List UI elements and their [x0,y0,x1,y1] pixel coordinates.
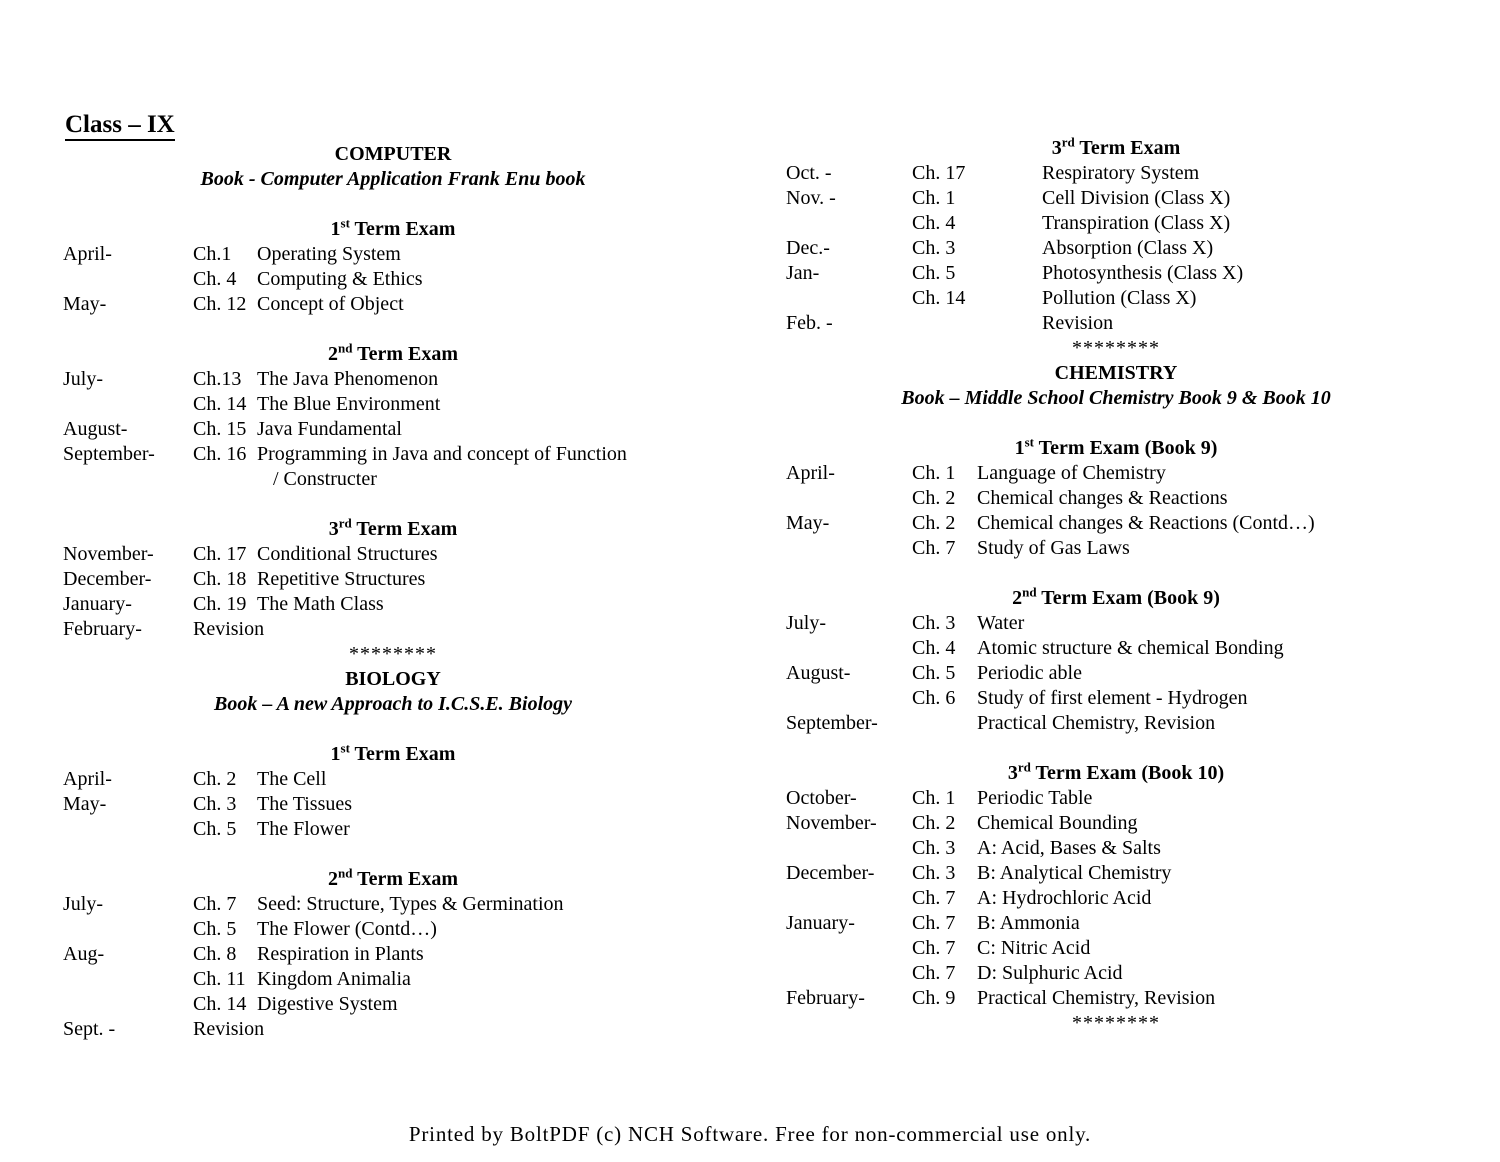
month-label: August- [63,418,128,440]
schedule-row [786,211,1446,236]
chapter-number: Ch. 15 [193,418,247,440]
chapter-title: Revision [1042,312,1114,334]
month-label: Aug- [63,943,105,965]
month-label [786,686,912,711]
term-header-label: Term Exam (Book 9) [1034,437,1218,459]
term-header-label: Term Exam (Book 9) [1036,587,1220,609]
schedule-row [786,961,1446,986]
schedule-row [786,711,1446,736]
schedule-row [786,161,1446,186]
month-label: Feb. - [786,312,833,334]
schedule-row [786,636,1446,661]
chapter-number: Ch.1 [193,243,232,265]
section-separator: ******** [349,643,437,665]
term-exam-header [63,342,723,367]
chapter-title: Chemical changes & Reactions [977,487,1228,509]
schedule-row [786,986,1446,1011]
chapter-number: Ch. 2 [193,768,237,790]
chapter-title: Operating System [257,243,401,265]
chapter-number: Ch. 5 [912,662,956,684]
chapter-number: Revision [193,1018,265,1040]
chapter-title: Java Fundamental [257,418,402,440]
subject-title: CHEMISTRY [1054,362,1178,384]
subject-book-line: Book - Computer Application Frank Enu book [200,168,586,190]
chapter-number: Ch. 11 [193,968,246,990]
schedule-row [786,311,1446,336]
schedule-row [786,536,1446,561]
term-exam-header [786,436,1446,461]
schedule-row [63,442,723,467]
chapter-number: Ch. 1 [912,787,956,809]
month-label [63,967,193,992]
month-label: February- [63,618,142,640]
chapter-title: Cell Division (Class X) [1042,187,1231,209]
term-number: 3 [1051,137,1062,159]
month-label: Nov. - [786,187,836,209]
schedule-row [63,267,723,292]
chapter-title: The Flower [257,818,350,840]
chapter-number: Ch. 14 [912,287,966,309]
chapter-title: Conditional Structures [257,543,438,565]
month-label [63,917,193,942]
watermark-footer: Printed by BoltPDF (c) NCH Software. Free for non-commercial use only. [408,1122,1092,1146]
schedule-row [63,542,723,567]
month-label: April- [786,462,835,484]
month-label: November- [786,812,877,834]
chapter-number: Ch. 3 [912,612,956,634]
schedule-row [786,861,1446,886]
term-header-label: Term Exam [352,868,459,890]
term-header-label: Term Exam [352,343,459,365]
chapter-number: Ch. 1 [912,187,956,209]
schedule-row [786,511,1446,536]
month-label: Sept. - [63,1018,116,1040]
term-exam-header [786,136,1446,161]
month-label [786,211,912,236]
chapter-number [193,467,257,492]
term-ordinal-suffix: st [340,215,350,231]
term-ordinal-suffix: nd [1022,584,1037,600]
schedule-row [786,686,1446,711]
term-exam-header [63,517,723,542]
chapter-number: Ch. 7 [912,537,956,559]
chapter-title [257,1017,723,1042]
chapter-number: Ch. 7 [912,887,956,909]
chapter-number: Ch. 4 [193,268,237,290]
month-label [63,992,193,1017]
month-label [63,817,193,842]
term-ordinal-suffix: st [340,740,350,756]
term-exam-header [63,867,723,892]
chapter-number: Ch. 17 [912,162,966,184]
chapter-title: Respiratory System [1042,162,1200,184]
schedule-row [786,886,1446,911]
chapter-title: Pollution (Class X) [1042,287,1197,309]
term-header-label: Term Exam [1074,137,1181,159]
chapter-title: Repetitive Structures [257,568,426,590]
schedule-row [786,186,1446,211]
term-number: 2 [1012,587,1023,609]
chapter-title: Computing & Ethics [257,268,423,290]
term-ordinal-suffix: rd [338,515,352,531]
schedule-row [63,992,723,1017]
term-ordinal-suffix: rd [1061,134,1075,150]
month-label: February- [786,987,865,1009]
schedule-row [63,292,723,317]
chapter-title: Practical Chemistry, Revision [977,712,1216,734]
chapter-number [912,711,977,736]
chapter-title: A: Hydrochloric Acid [977,887,1152,909]
subject-title: COMPUTER [334,143,452,165]
chapter-title: Transpiration (Class X) [1042,212,1231,234]
schedule-row [63,417,723,442]
chapter-number: Ch. 7 [912,937,956,959]
chapter-title: Programming in Java and concept of Function [257,443,627,465]
term-number: 2 [327,343,338,365]
month-label [786,961,912,986]
month-label [63,392,193,417]
schedule-row [786,286,1446,311]
month-label [786,536,912,561]
chapter-number: Ch.13 [193,368,242,390]
schedule-row [786,461,1446,486]
chapter-title: Digestive System [257,993,398,1015]
month-label [786,486,912,511]
chapter-number: Ch. 14 [193,993,247,1015]
chapter-title: Periodic able [977,662,1082,684]
month-label: September- [786,712,878,734]
chapter-title: Practical Chemistry, Revision [977,987,1216,1009]
month-label: November- [63,543,154,565]
month-label: July- [63,893,103,915]
month-label [786,636,912,661]
term-number: 1 [330,743,341,765]
term-header-label: Term Exam [351,518,458,540]
chapter-title: The Math Class [257,593,384,615]
schedule-row [63,467,723,492]
schedule-row [786,261,1446,286]
chapter-number: Ch. 1 [912,462,956,484]
schedule-row [786,911,1446,936]
chapter-number: Ch. 9 [912,987,956,1009]
term-ordinal-suffix: nd [337,340,353,356]
chapter-title: Language of Chemistry [977,462,1166,484]
chapter-title [257,617,723,642]
schedule-row [786,486,1446,511]
chapter-number: Ch. 3 [912,837,956,859]
chapter-number: Ch. 3 [193,793,237,815]
section-separator: ******** [1072,337,1160,359]
subject-book-line: Book – Middle School Chemistry Book 9 & Book 10 [901,387,1331,409]
month-label [786,936,912,961]
month-label: April- [63,768,112,790]
term-number: 2 [327,868,338,890]
month-label: Dec.- [786,237,830,259]
chapter-title: Seed: Structure, Types & Germination [257,893,564,915]
chapter-number: Ch. 6 [912,687,956,709]
chapter-title: D: Sulphuric Acid [977,962,1123,984]
term-header-label: Term Exam (Book 10) [1030,762,1225,784]
term-exam-header [786,586,1446,611]
month-label: May- [786,512,830,534]
chapter-title: Concept of Object [257,293,404,315]
month-label: April- [63,243,112,265]
schedule-row [786,811,1446,836]
term-ordinal-suffix: nd [337,865,353,881]
term-header-label: Term Exam [349,743,456,765]
chapter-title: Chemical changes & Reactions (Contd…) [977,512,1315,534]
month-label [786,286,912,311]
chapter-number: Ch. 7 [912,962,956,984]
chapter-number: Ch. 18 [193,568,247,590]
term-header-label: Term Exam [349,218,456,240]
month-label: August- [786,662,851,684]
month-label: July- [63,368,103,390]
chapter-title: The Tissues [257,793,353,815]
chapter-number: Ch. 3 [912,862,956,884]
chapter-title: Respiration in Plants [257,943,424,965]
chapter-number: Revision [193,618,265,640]
chapter-title: Chemical Bounding [977,812,1138,834]
chapter-number: Ch. 7 [912,912,956,934]
column-right [786,136,1446,1036]
schedule-row [63,942,723,967]
schedule-row [63,967,723,992]
chapter-number [912,311,1042,336]
month-label: May- [63,293,107,315]
term-exam-header [786,761,1446,786]
month-label [786,836,912,861]
schedule-row [786,836,1446,861]
schedule-row [63,1017,723,1042]
chapter-title: Study of Gas Laws [977,537,1130,559]
chapter-number: Ch. 4 [912,637,956,659]
chapter-number: Ch. 16 [193,443,247,465]
schedule-row [786,786,1446,811]
chapter-title: Periodic Table [977,787,1093,809]
term-ordinal-suffix: st [1024,434,1035,450]
subject-title: BIOLOGY [345,668,441,690]
month-label: October- [786,787,857,809]
chapter-title: The Flower (Contd…) [257,918,437,940]
chapter-title: Study of first element - Hydrogen [977,687,1248,709]
schedule-row [63,392,723,417]
chapter-number: Ch. 2 [912,512,956,534]
chapter-title: B: Ammonia [977,912,1080,934]
chapter-number: Ch. 17 [193,543,247,565]
schedule-row [786,236,1446,261]
schedule-row [63,592,723,617]
chapter-title: Absorption (Class X) [1042,237,1214,259]
chapter-title: The Blue Environment [257,393,441,415]
page-title: Class – IX [65,112,175,141]
chapter-title: Atomic structure & chemical Bonding [977,637,1284,659]
schedule-row [63,767,723,792]
schedule-row [63,617,723,642]
chapter-title: / Constructer [273,468,377,490]
chapter-title: The Java Phenomenon [257,368,439,390]
schedule-row [63,567,723,592]
term-exam-header [63,742,723,767]
chapter-number: Ch. 2 [912,812,956,834]
month-label: May- [63,793,107,815]
chapter-title: The Cell [257,768,327,790]
chapter-title: C: Nitric Acid [977,937,1091,959]
chapter-number: Ch. 2 [912,487,956,509]
term-exam-header [63,217,723,242]
term-number: 1 [1014,437,1025,459]
schedule-row [786,936,1446,961]
month-label: December- [786,862,875,884]
term-number: 1 [330,218,341,240]
month-label: September- [63,443,155,465]
chapter-title: Kingdom Animalia [257,968,411,990]
subject-book-line: Book – A new Approach to I.C.S.E. Biology [213,693,573,715]
chapter-number: Ch. 3 [912,237,956,259]
month-label [63,467,193,492]
column-left [63,142,723,1042]
schedule-row [63,792,723,817]
chapter-number: Ch. 5 [912,262,956,284]
schedule-row [786,611,1446,636]
schedule-row [63,367,723,392]
chapter-number: Ch. 19 [193,593,247,615]
section-separator: ******** [1072,1012,1160,1034]
month-label: January- [63,593,132,615]
schedule-row [63,892,723,917]
chapter-title: Photosynthesis (Class X) [1042,262,1244,284]
chapter-title: B: Analytical Chemistry [977,862,1172,884]
chapter-number: Ch. 5 [193,818,237,840]
chapter-number: Ch. 4 [912,212,956,234]
month-label: Oct. - [786,162,832,184]
term-ordinal-suffix: rd [1017,759,1031,775]
schedule-row [63,917,723,942]
chapter-number: Ch. 5 [193,918,237,940]
month-label: Jan- [786,262,820,284]
chapter-number: Ch. 7 [193,893,237,915]
chapter-title: Water [977,612,1025,634]
month-label: December- [63,568,152,590]
chapter-number: Ch. 14 [193,393,247,415]
chapter-title: A: Acid, Bases & Salts [977,837,1161,859]
schedule-row [63,242,723,267]
schedule-row [63,817,723,842]
term-number: 3 [1007,762,1018,784]
month-label [63,267,193,292]
month-label: January- [786,912,855,934]
schedule-row [786,661,1446,686]
term-number: 3 [328,518,339,540]
month-label [786,886,912,911]
chapter-number: Ch. 8 [193,943,237,965]
month-label: July- [786,612,826,634]
chapter-number: Ch. 12 [193,293,247,315]
